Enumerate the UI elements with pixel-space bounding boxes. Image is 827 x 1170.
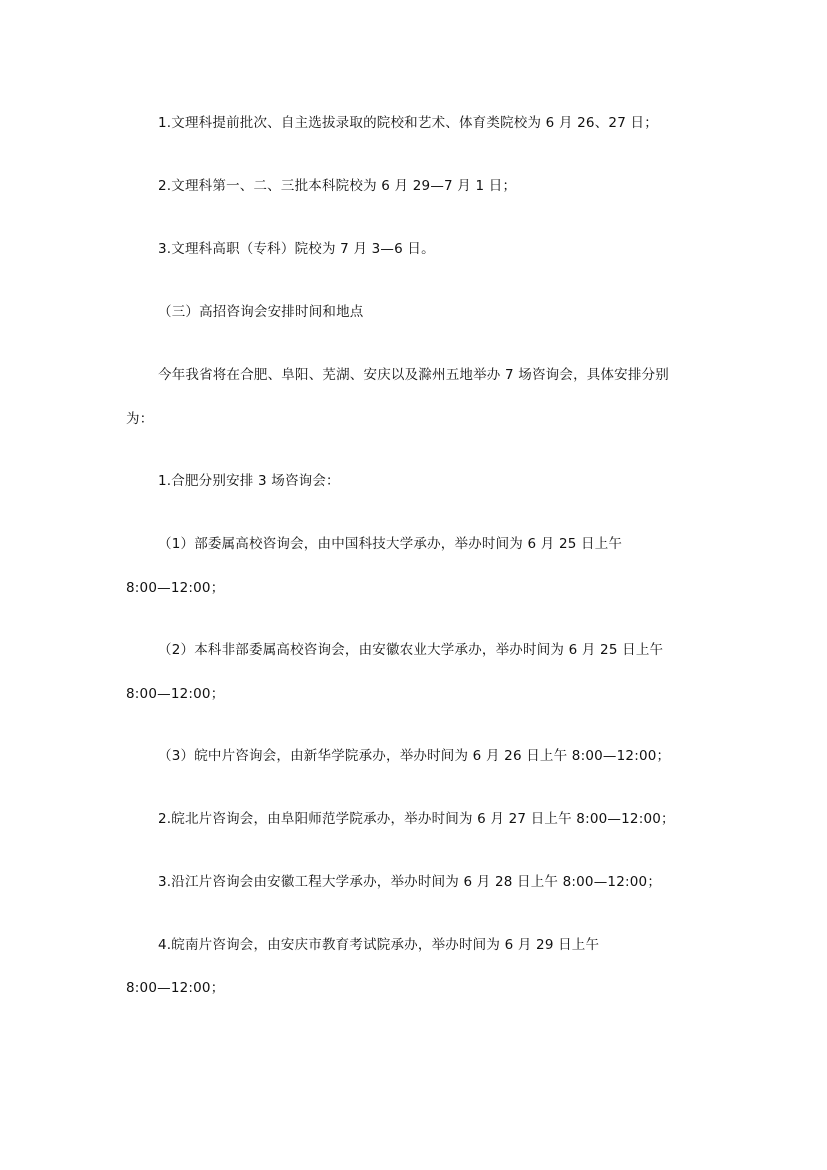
paragraph-line: 1.文理科提前批次、自主选拔录取的院校和艺术、体育类院校为 6 月 26、27 日； xyxy=(158,115,658,131)
paragraph-line: 1.合肥分别安排 3 场咨询会： xyxy=(158,473,340,489)
paragraph-line: （2）本科非部委属高校咨询会，由安徽农业大学承办，举办时间为 6 月 25 日上午 xyxy=(158,642,664,658)
paragraph-line: （3）皖中片咨询会，由新华学院承办，举办时间为 6 月 26 日上午 8:00—12:00； xyxy=(158,748,671,764)
paragraph-line-continued: 8:00—12:00； xyxy=(126,580,225,596)
paragraph-line: 4.皖南片咨询会，由安庆市教育考试院承办，举办时间为 6 月 29 日上午 xyxy=(158,937,600,953)
paragraph-line: 3.文理科高职（专科）院校为 7 月 3—6 日。 xyxy=(158,241,435,257)
paragraph-line-continued: 8:00—12:00； xyxy=(126,686,225,702)
paragraph-line: 2.皖北片咨询会，由阜阳师范学院承办，举办时间为 6 月 27 日上午 8:00—12:00； xyxy=(158,811,675,827)
paragraph-line-continued: 为： xyxy=(126,411,154,427)
section-heading: （三）高招咨询会安排时间和地点 xyxy=(158,304,364,320)
paragraph-line: 今年我省将在合肥、阜阳、芜湖、安庆以及滁州五地举办 7 场咨询会，具体安排分别 xyxy=(158,367,669,383)
paragraph-line: 2.文理科第一、二、三批本科院校为 6 月 29—7 月 1 日； xyxy=(158,178,517,194)
paragraph-line: 3.沿江片咨询会由安徽工程大学承办，举办时间为 6 月 28 日上午 8:00—12:00； xyxy=(158,874,662,890)
paragraph-line-continued: 8:00—12:00； xyxy=(126,980,225,996)
paragraph-line: （1）部委属高校咨询会，由中国科技大学承办，举办时间为 6 月 25 日上午 xyxy=(158,536,623,552)
